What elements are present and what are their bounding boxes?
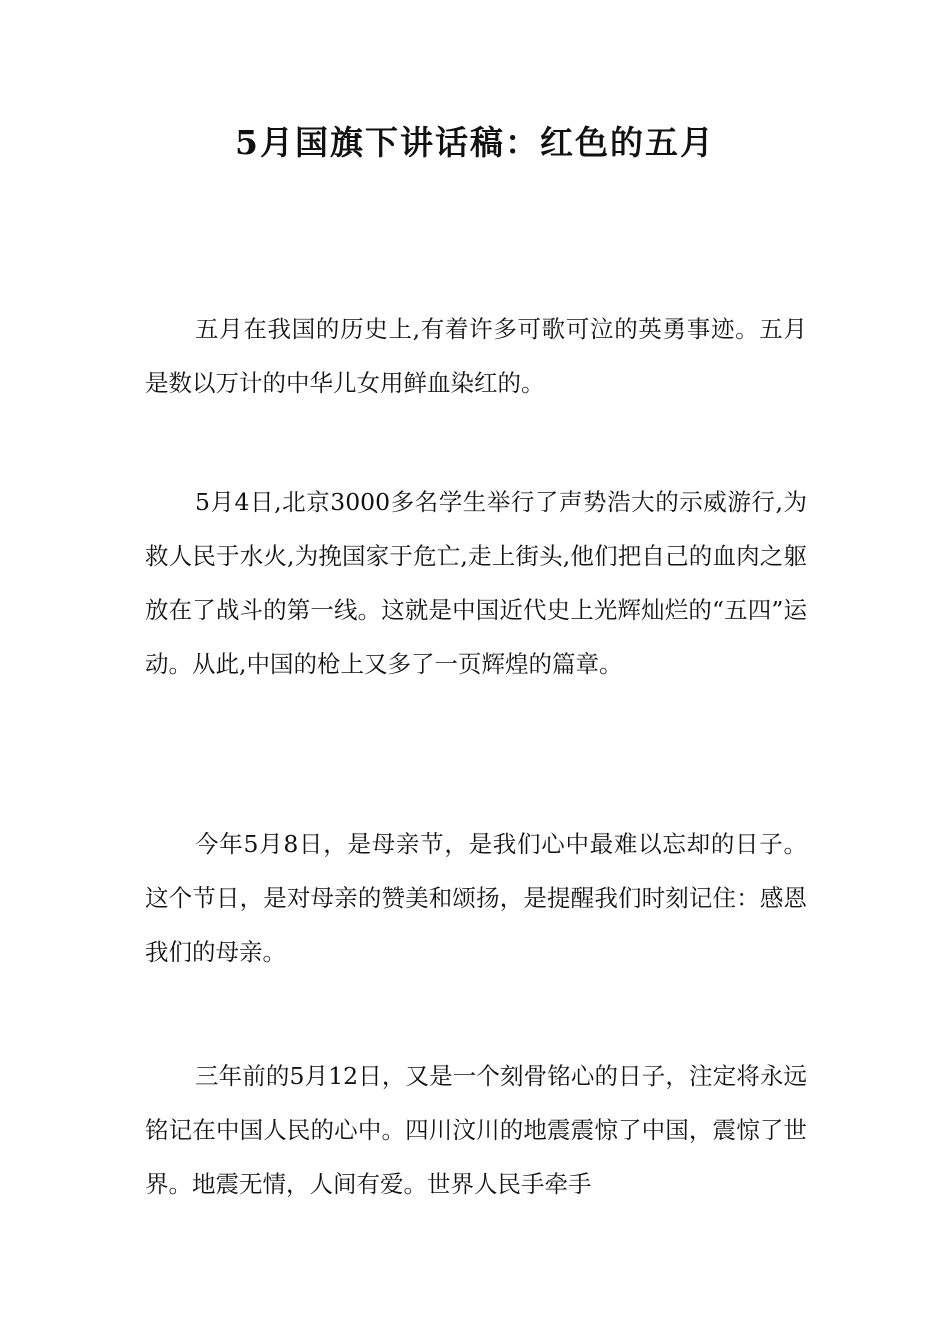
paragraph-may-fourth: 5月4日,北京3000多名学生举行了声势浩大的示威游行,为救人民于水火,为挽国家于危亡,走上街头,他们把自己的血肉之躯放在了战斗的第一线。这就是中国近代史上光辉灿烂的“五四”运动。从此,中国的枪上又多了一页辉煌的篇章。 — [145, 488, 807, 678]
paragraph-history: 五月在我国的历史上,有着许多可歌可泣的英勇事迹。五月是数以万计的中华儿女用鲜血染红的。 — [145, 315, 807, 397]
paragraph-earthquake: 三年前的5月12日，又是一个刻骨铭心的日子，注定将永远铭记在中国人民的心中。四川汶川的地震震惊了中国，震惊了世界。地震无情，人间有爱。世界人民手牵手 — [145, 1062, 807, 1198]
document-title: 5月国旗下讲话稿：红色的五月 — [235, 123, 715, 162]
paragraph-mothers-day: 今年5月8日，是母亲节，是我们心中最难以忘却的日子。这个节日，是对母亲的赞美和颂扬，是提醒我们时刻记住：感恩我们的母亲。 — [145, 830, 807, 966]
